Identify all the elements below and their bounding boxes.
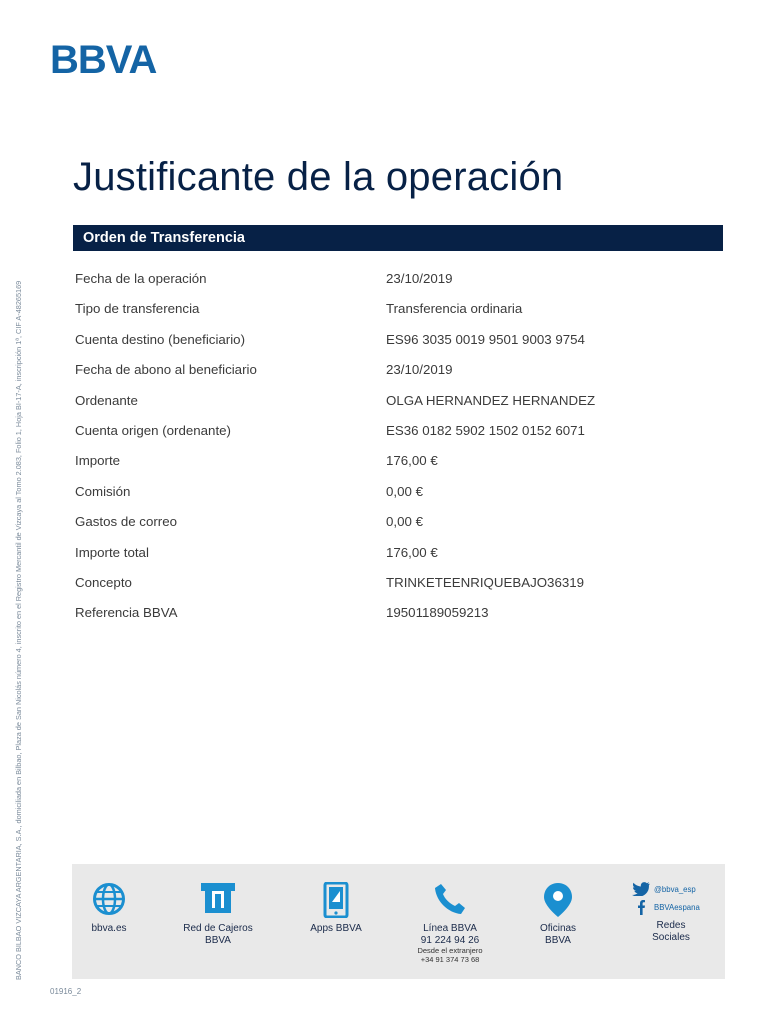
atm-icon	[200, 882, 236, 914]
footer-phone-number: 91 224 94 26	[420, 935, 480, 946]
document-code: 01916_2	[50, 987, 82, 996]
footer-atm-line2: BBVA	[205, 935, 231, 946]
footer-apps-label: Apps BBVA	[310, 923, 362, 934]
detail-value: OLGA HERNANDEZ HERNANDEZ	[386, 392, 596, 408]
detail-row	[75, 263, 715, 293]
detail-row	[75, 597, 715, 627]
detail-label: Cuenta destino (beneficiario)	[75, 331, 246, 347]
location-pin-icon	[543, 882, 573, 918]
twitter-handle: @bbva_esp	[654, 884, 696, 894]
detail-label: Tipo de transferencia	[75, 301, 200, 317]
detail-label: Cuenta origen (ordenante)	[75, 422, 231, 438]
detail-row	[75, 567, 715, 597]
facebook-link[interactable]	[632, 898, 722, 916]
footer-social-line2: Sociales	[652, 932, 690, 943]
detail-value: 176,00 €	[386, 453, 438, 469]
bbva-logo	[50, 40, 172, 76]
logo-text: BBVA	[50, 40, 157, 76]
detail-row	[75, 476, 715, 506]
facebook-handle: BBVAespana	[654, 902, 700, 912]
detail-row	[75, 537, 715, 567]
contact-footer	[72, 864, 725, 979]
page-title: Justificante de la operación	[73, 155, 564, 199]
footer-offices-line1: Oficinas	[539, 923, 577, 934]
mobile-icon	[323, 882, 349, 918]
detail-row	[75, 293, 715, 323]
details-list	[75, 263, 715, 628]
detail-label: Concepto	[75, 574, 132, 590]
detail-label: Gastos de correo	[75, 514, 177, 530]
footer-atm[interactable]	[163, 882, 273, 947]
footer-phone-abroad-label: Desde el extranjero	[417, 946, 483, 955]
footer-offices-line2: BBVA	[545, 935, 571, 946]
detail-row	[75, 324, 715, 354]
detail-label: Importe total	[75, 544, 149, 560]
footer-atm-line1: Red de Cajeros	[183, 923, 253, 934]
footer-social-line1: Redes	[656, 920, 686, 931]
detail-value: 23/10/2019	[386, 271, 453, 286]
detail-row	[75, 354, 715, 384]
footer-web-label: bbva.es	[91, 923, 127, 934]
legal-text: BANCO BILBAO VIZCAYA ARGENTARIA, S.A., domiciliada en Bilbao, Plaza de San Nicolás número 4, inscrito en el Registro Mercantil de Vizcaya al Tomo 2.083, Folio 1, Hoja BI-17-A, inscripción 1ª, CIF A-48265169	[14, 280, 23, 980]
detail-row	[75, 506, 715, 536]
globe-icon	[92, 882, 126, 916]
detail-value: 176,00 €	[386, 544, 438, 560]
facebook-icon	[632, 899, 650, 915]
footer-offices[interactable]	[503, 882, 613, 947]
detail-value: TRINKETEENRIQUEBAJO36319	[386, 574, 585, 590]
footer-apps[interactable]	[281, 882, 391, 935]
detail-label: Importe	[75, 453, 121, 469]
detail-label: Fecha de la operación	[75, 271, 207, 286]
footer-social[interactable]	[632, 880, 722, 944]
footer-phone[interactable]	[395, 882, 505, 964]
detail-value: 0,00 €	[386, 514, 423, 530]
footer-web[interactable]	[54, 882, 164, 935]
detail-label: Fecha de abono al beneficiario	[75, 362, 257, 378]
detail-row	[75, 385, 715, 415]
twitter-link[interactable]	[632, 880, 722, 898]
footer-phone-abroad-number: +34 91 374 73 68	[420, 954, 480, 964]
detail-value: ES36 0182 5902 1502 0152 6071	[386, 422, 585, 438]
detail-label: Comisión	[75, 483, 131, 499]
detail-value: 19501189059213	[386, 605, 489, 621]
detail-row	[75, 445, 715, 475]
detail-value: 23/10/2019	[386, 362, 453, 378]
detail-value: ES96 3035 0019 9501 9003 9754	[386, 331, 585, 347]
twitter-icon	[632, 882, 650, 896]
detail-row	[75, 415, 715, 445]
phone-icon	[433, 882, 467, 916]
detail-value: Transferencia ordinaria	[386, 301, 523, 317]
detail-value: 0,00 €	[386, 483, 423, 499]
detail-label: Referencia BBVA	[75, 605, 178, 621]
detail-label: Ordenante	[75, 392, 138, 408]
footer-phone-line1: Línea BBVA	[423, 923, 477, 934]
section-header: Orden de Transferencia	[73, 225, 723, 251]
